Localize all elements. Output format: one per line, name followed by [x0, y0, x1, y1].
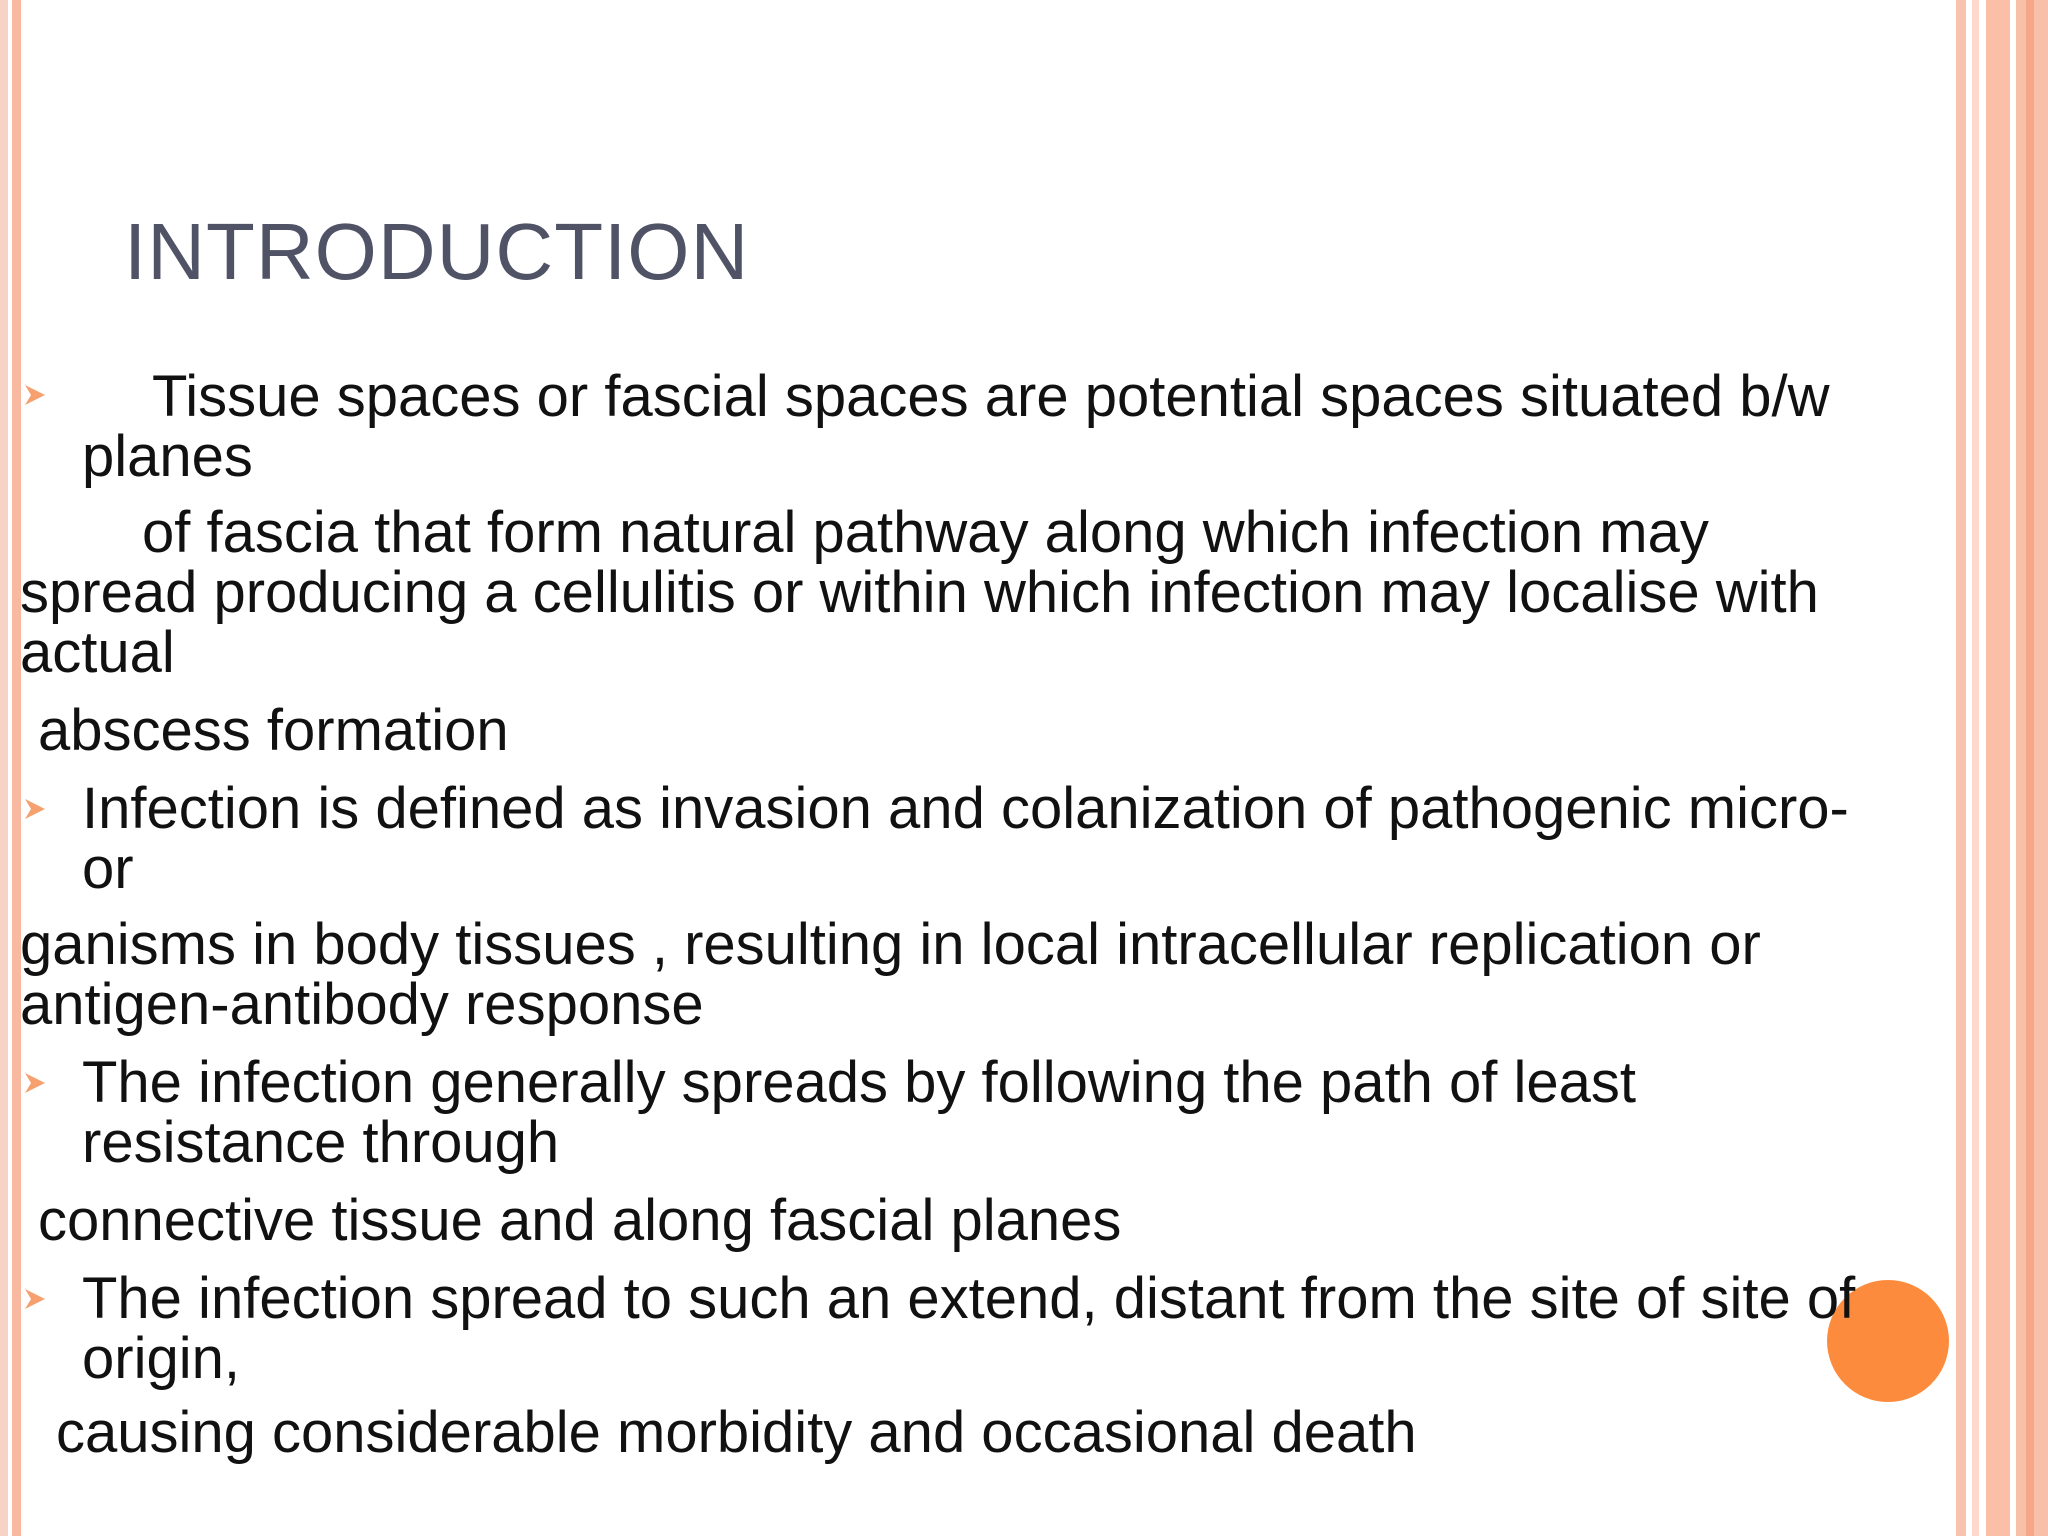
right-decorative-stripe: [1956, 0, 1966, 1536]
bullet-2-line-4: antigen-antibody response: [20, 972, 704, 1037]
slide-title: INTRODUCTION: [124, 207, 750, 296]
bullet-1-line-4: spread producing a cellulitis or within which infection may localise with: [20, 560, 1819, 625]
bullet-4-line-1: The infection spread to such an extend, distant from the site of site of: [82, 1266, 1856, 1331]
bullet-1-line-1: Tissue spaces or fascial spaces are potential spaces situated b/w: [152, 364, 1830, 429]
bullet-3-line-3: connective tissue and along fascial planes: [38, 1188, 1122, 1253]
bullet-3-line-1: The infection generally spreads by following the path of least: [82, 1050, 1637, 1115]
bullet-1-line-2: planes: [82, 424, 253, 489]
arrowhead-bullet-icon: [22, 796, 48, 822]
right-decorative-stripe: [1986, 0, 2010, 1536]
bullet-2-line-2: or: [82, 836, 134, 901]
right-decorative-stripe: [2026, 0, 2034, 1536]
arrowhead-bullet-icon: [22, 382, 48, 408]
left-decorative-stripe: [12, 0, 21, 1536]
bullet-1-line-6: abscess formation: [38, 698, 509, 763]
bullet-1-line-5: actual: [20, 620, 175, 685]
bullet-1-line-3: of fascia that form natural pathway along which infection may: [142, 500, 1709, 565]
bullet-4-line-3: causing considerable morbidity and occasional death: [56, 1400, 1417, 1465]
bullet-3-line-2: resistance through: [82, 1110, 560, 1175]
left-decorative-stripe: [0, 0, 8, 1536]
bullet-2-line-1: Infection is defined as invasion and colanization of pathogenic micro-: [82, 776, 1849, 841]
arrowhead-bullet-icon: [22, 1070, 48, 1096]
bullet-2-line-3: ganisms in body tissues , resulting in local intracellular replication or: [20, 912, 1761, 977]
bullet-4-line-2: origin,: [82, 1326, 240, 1391]
right-decorative-stripe: [1972, 0, 1979, 1536]
arrowhead-bullet-icon: [22, 1286, 48, 1312]
